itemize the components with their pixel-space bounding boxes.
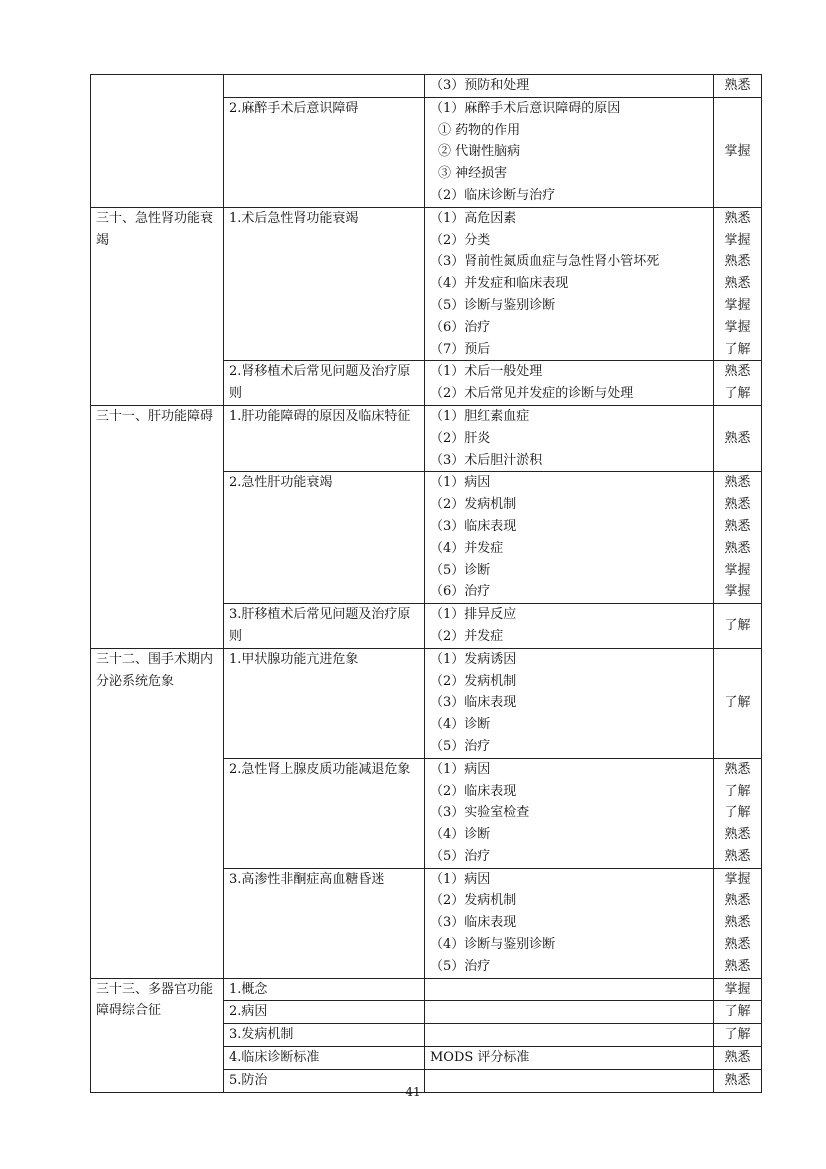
item-line: （4）诊断: [430, 717, 491, 733]
level-line: 熟悉: [724, 827, 751, 843]
table-row: [91, 75, 762, 98]
table-row: [91, 978, 762, 1001]
item-line: （3）临床表现: [430, 518, 517, 534]
item-line: （4）诊断与鉴别诊断: [430, 937, 556, 953]
items-cell: [425, 1001, 714, 1024]
topic-cell: 2.麻醉手术后意识障碍: [224, 97, 425, 207]
topic-cell: [224, 361, 425, 406]
item-line: （1）病因: [430, 871, 491, 887]
level-line: 熟悉: [724, 430, 751, 446]
topic-cell: 1.术后急性肾功能衰竭: [224, 207, 425, 361]
chapter-cell: [91, 207, 224, 405]
chapter-cell: [91, 648, 224, 978]
item-line: （5）治疗: [430, 738, 491, 754]
table-row: [91, 207, 762, 361]
item-line: （1）胆红素血症: [430, 408, 530, 424]
items-cell: [425, 361, 714, 406]
level-line: 了解: [724, 1027, 751, 1043]
level-line: 熟悉: [724, 1072, 751, 1088]
level-cell: [714, 648, 762, 758]
item-line: （3）肾前性氮质血症与急性肾小管坏死: [430, 254, 660, 270]
topic-cell: 3.发病机制: [224, 1024, 425, 1047]
level-line: 了解: [724, 695, 751, 711]
item-line: ① 药物的作用: [438, 122, 521, 138]
level-line: 掌握: [724, 562, 751, 578]
item-line: （6）治疗: [430, 584, 491, 600]
level-line: 熟悉: [724, 761, 751, 777]
level-cell: [714, 1001, 762, 1024]
item-line: （2）术后常见并发症的诊断与处理: [430, 386, 634, 402]
level-line: 熟悉: [724, 210, 751, 226]
items-cell: [425, 758, 714, 868]
level-cell: [714, 1024, 762, 1047]
level-line: 熟悉: [724, 915, 751, 931]
item-line: （2）并发症: [430, 628, 504, 644]
topic-cell: 5.防治: [224, 1069, 425, 1092]
level-cell: [714, 758, 762, 868]
items-cell: [425, 472, 714, 604]
item-line: （3）预防和处理: [430, 78, 530, 93]
syllabus-table: [90, 74, 762, 1093]
level-cell: [714, 361, 762, 406]
level-line: 掌握: [724, 584, 751, 600]
item-line: MODS 评分标准: [430, 1050, 530, 1066]
topic-cell: 4.临床诊断标准: [224, 1047, 425, 1070]
items-cell: [425, 1047, 714, 1070]
item-line: （6）治疗: [430, 319, 491, 335]
level-cell: [714, 604, 762, 649]
level-line: 掌握: [724, 981, 751, 997]
level-line: 了解: [724, 1004, 751, 1020]
level-cell: [714, 405, 762, 471]
item-line: （3）术后胆汁淤积: [430, 452, 543, 468]
item-line: （2）肝炎: [430, 430, 491, 446]
item-line: ② 代谢性脑病: [438, 144, 521, 160]
level-line: 熟悉: [724, 893, 751, 909]
level-line: 了解: [724, 805, 751, 821]
level-line: 掌握: [724, 871, 751, 887]
item-line: （1）排异反应: [430, 607, 517, 623]
level-line: 了解: [724, 618, 751, 634]
items-cell: [425, 648, 714, 758]
item-line: （5）诊断与鉴别诊断: [430, 297, 556, 313]
topic-cell: 3.高渗性非酮症高血糖昏迷: [224, 868, 425, 978]
item-line: （2）临床诊断与治疗: [430, 187, 556, 203]
level-line: 熟悉: [724, 937, 751, 953]
level-line: 熟悉: [724, 540, 751, 556]
topic-title: 2.肾移植术后常见问题及治疗原则: [229, 364, 411, 402]
level-line: 熟悉: [724, 364, 751, 380]
item-line: （1）术后一般处理: [430, 364, 543, 380]
level-line: 了解: [724, 341, 751, 357]
topic-cell: [224, 758, 425, 868]
item-line: （1）麻醉手术后意识障碍的原因: [430, 100, 621, 116]
table-row: [91, 648, 762, 758]
topic-title: 2.急性肾上腺皮质功能减退危象: [229, 761, 411, 777]
topic-cell: [224, 604, 425, 649]
level-line: 了解: [724, 783, 751, 799]
level-cell: [714, 97, 762, 207]
item-line: （1）高危因素: [430, 210, 517, 226]
topic-title: 1.肝功能障碍的原因及临床特征: [229, 408, 411, 424]
items-cell: [425, 207, 714, 361]
topic-cell: 2.急性肝功能衰竭: [224, 472, 425, 604]
table-row: [91, 405, 762, 471]
level-cell: [714, 207, 762, 361]
chapter-title: 三十一、肝功能障碍: [96, 408, 214, 424]
page-number: 41: [405, 1085, 421, 1099]
item-line: （5）治疗: [430, 958, 491, 974]
topic-title: 3.肝移植术后常见问题及治疗原则: [229, 607, 411, 644]
level-line: 熟悉: [724, 958, 751, 974]
topic-cell: 2.病因: [224, 1001, 425, 1024]
level-cell: [714, 1047, 762, 1070]
level-cell: [714, 472, 762, 604]
item-line: （4）诊断: [430, 827, 491, 843]
item-line: （4）并发症和临床表现: [430, 276, 569, 292]
topic-cell: 1.甲状腺功能亢进危象: [224, 648, 425, 758]
level-line: 掌握: [724, 319, 751, 335]
items-cell: [425, 978, 714, 1001]
item-line: （1）发病诱因: [430, 651, 517, 667]
items-cell: [425, 1024, 714, 1047]
level-line: 掌握: [724, 297, 751, 313]
item-line: （2）发病机制: [430, 893, 517, 909]
item-line: （7）预后: [430, 341, 491, 357]
level-cell: [714, 868, 762, 978]
chapter-cell: [91, 75, 224, 208]
item-line: （2）临床表现: [430, 783, 517, 799]
level-line: 熟悉: [724, 475, 751, 491]
topic-cell: [224, 75, 425, 98]
chapter-title: 三十三、多器官功能障碍综合征: [96, 981, 214, 1019]
item-line: （4）并发症: [430, 540, 504, 556]
items-cell: [425, 97, 714, 207]
level-line: 掌握: [724, 232, 751, 248]
item-line: （1）病因: [430, 475, 491, 491]
item-line: ③ 神经损害: [438, 166, 508, 182]
level-line: 熟悉: [724, 497, 751, 513]
item-line: （1）病因: [430, 761, 491, 777]
level-cell: [714, 978, 762, 1001]
item-line: （2）发病机制: [430, 673, 517, 689]
level-line: 熟悉: [724, 518, 751, 534]
level-line: 熟悉: [724, 276, 751, 292]
chapter-title: 三十二、围手术期内分泌系统危象: [96, 651, 214, 689]
item-line: （3）临床表现: [430, 695, 517, 711]
item-line: （2）分类: [430, 232, 491, 248]
items-cell: [425, 75, 714, 98]
items-cell: [425, 868, 714, 978]
level-cell: [714, 75, 762, 98]
item-line: （3）实验室检查: [430, 805, 530, 821]
level-line: 掌握: [724, 144, 751, 160]
items-cell: [425, 604, 714, 649]
chapter-cell: [91, 405, 224, 648]
topic-cell: [224, 405, 425, 471]
topic-cell: 1.概念: [224, 978, 425, 1001]
item-line: （2）发病机制: [430, 497, 517, 513]
item-line: （3）临床表现: [430, 915, 517, 931]
level-line: 熟悉: [724, 78, 751, 93]
level-line: 了解: [724, 386, 751, 402]
chapter-cell: [91, 978, 224, 1092]
items-cell: [425, 405, 714, 471]
chapter-title: 三十、急性肾功能衰竭: [96, 210, 214, 248]
item-line: （5）治疗: [430, 848, 491, 864]
level-line: 熟悉: [724, 848, 751, 864]
level-line: 熟悉: [724, 1050, 751, 1066]
level-line: 熟悉: [724, 254, 751, 270]
item-line: （5）诊断: [430, 562, 491, 578]
